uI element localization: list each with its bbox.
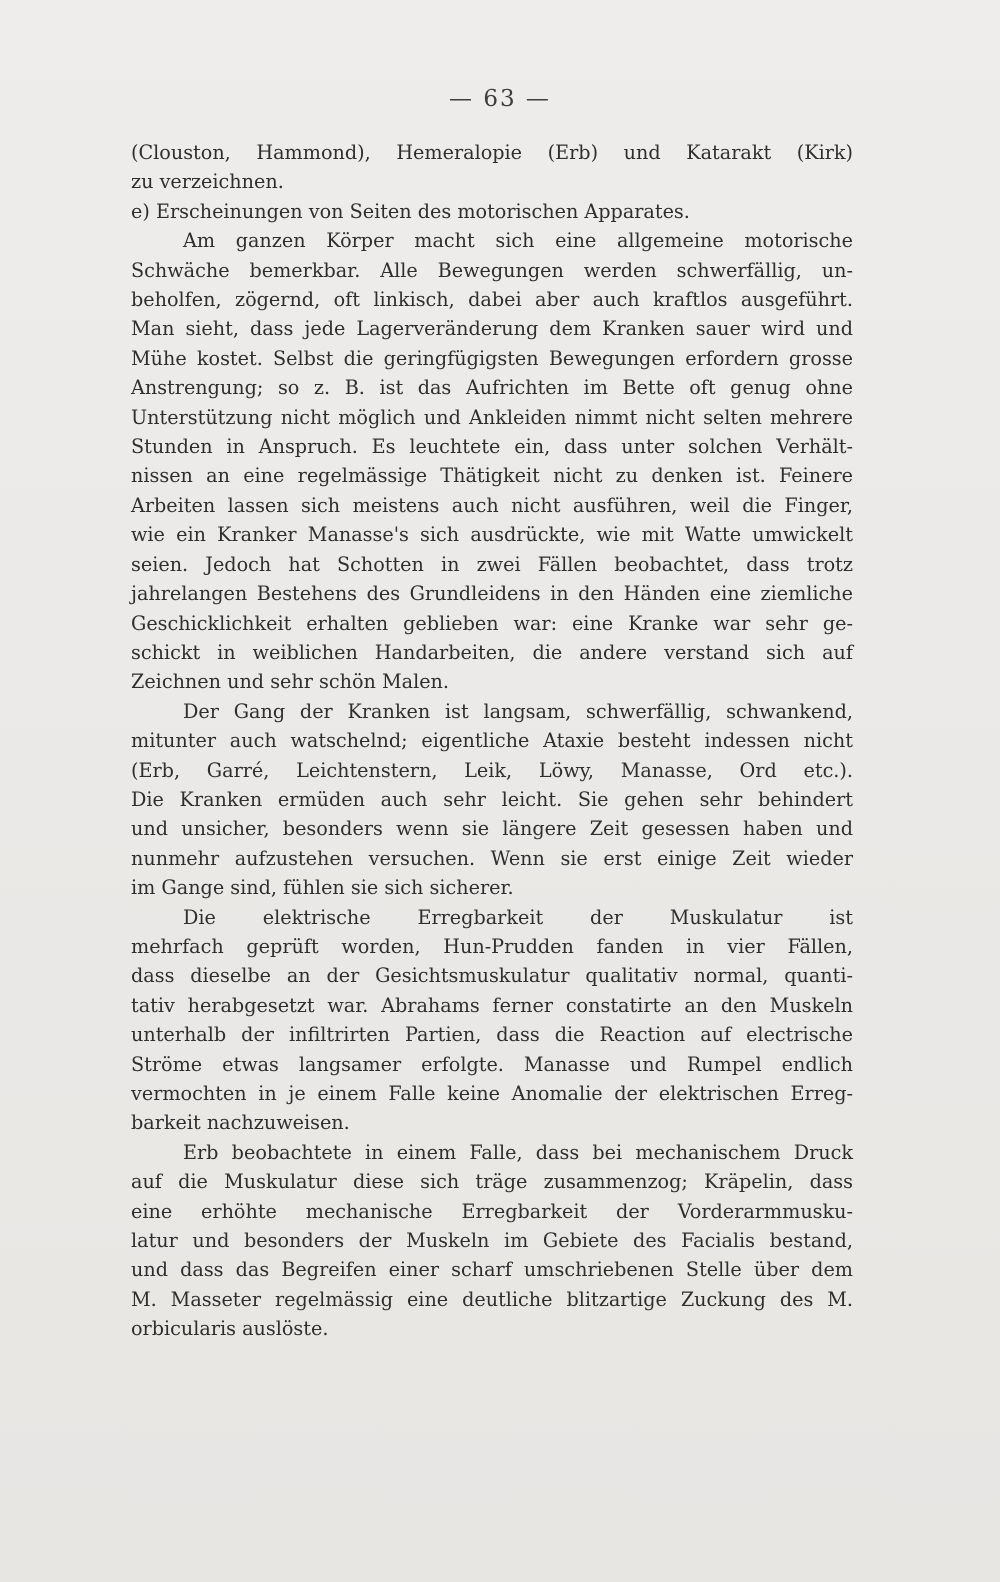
text-line: schickt in weiblichen Handarbeiten, die andere verstand sich auf [131,640,853,664]
text-line: dass dieselbe an der Gesichtsmuskulatur qualitativ normal, quanti- [131,964,853,988]
text-line: tativ herabgesetzt war. Abrahams ferner constatirte an den Muskeln [131,993,853,1017]
text-line: latur und besonders der Muskeln im Gebiete des Facialis bestand, [131,1229,853,1253]
text-line: und unsicher, besonders wenn sie längere Zeit gesessen haben und [131,817,853,841]
text-line: (Clouston, Hammond), Hemeralopie (Erb) und Katarakt (Kirk) [131,141,853,164]
text-line: nissen an eine regelmässige Thätigkeit nicht zu denken ist. Feinere [131,464,853,488]
body-text [131,138,853,1344]
text-line: Die elektrische Erregbarkeit der Muskulatur ist [183,905,853,929]
text-line: barkeit nachzuweisen. [131,1111,350,1135]
text-line: vermochten in je einem Falle keine Anomalie der elektrischen Erreg- [131,1082,853,1105]
text-line: (Erb, Garré, Leichtenstern, Leik, Löwy, Manasse, Ord etc.). [131,758,853,782]
text-line: seien. Jedoch hat Schotten in zwei Fällen beobachtet, dass trotz [131,552,853,576]
text-line: im Gange sind, fühlen sie sich sicherer. [131,876,514,900]
text-line: Arbeiten lassen sich meistens auch nicht ausführen, weil die Finger, [131,493,853,517]
text-line: Ströme etwas langsamer erfolgte. Manasse und Rumpel endlich [131,1052,853,1076]
text-line: zu verzeichnen. [131,170,284,194]
text-line: wie ein Kranker Manasse's sich ausdrückte, wie mit Watte umwickelt [131,523,853,547]
text-line: und dass das Begreifen einer scharf umschriebenen Stelle über dem [131,1258,853,1282]
text-line: Unterstützung nicht möglich und Ankleiden nimmt nicht selten mehrere [131,405,853,429]
text-line: Schwäche bemerkbar. Alle Bewegungen werden schwerfällig, un- [131,258,853,282]
text-line: M. Masseter regelmässig eine deutliche blitzartige Zuckung des M. [131,1287,853,1311]
text-line: Anstrengung; so z. B. ist das Aufrichten im Bette oft genug ohne [131,376,853,400]
text-line: auf die Muskulatur diese sich träge zusammenzog; Kräpelin, dass [131,1170,853,1194]
text-line: Geschicklichkeit erhalten geblieben war: eine Kranke war sehr ge- [131,611,853,635]
text-line: Zeichnen und sehr schön Malen. [131,670,450,694]
text-line: eine erhöhte mechanische Erregbarkeit der Vorderarmmusku- [131,1199,853,1223]
text-line: Man sieht, dass jede Lagerveränderung dem Kranken sauer wird und [131,317,853,341]
text-line: mehrfach geprüft worden, Hun-Prudden fanden in vier Fällen, [131,934,853,958]
text-line: beholfen, zögernd, oft linkisch, dabei aber auch kraftlos ausgeführt. [131,288,853,312]
text-line: orbicularis auslöste. [131,1317,329,1341]
text-line: jahrelangen Bestehens des Grundleidens in den Händen eine ziemliche [131,582,853,606]
text-line: Erb beobachtete in einem Falle, dass bei mechanischem Druck [183,1140,853,1164]
text-line: mitunter auch watschelnd; eigentliche Ataxie besteht indessen nicht [131,729,853,753]
text-line: Mühe kostet. Selbst die geringfügigsten Bewegungen erfordern grosse [131,346,853,370]
text-line: unterhalb der infiltrirten Partien, dass die Reaction auf electrische [131,1023,853,1047]
text-line: Der Gang der Kranken ist langsam, schwerfällig, schwankend, [183,699,853,723]
text-line: nunmehr aufzustehen versuchen. Wenn sie erst einige Zeit wieder [131,846,853,870]
section-heading: e) Erscheinungen von Seiten des motorischen Apparates. [131,199,690,223]
page-number: — 63 — [449,86,551,112]
text-line: Die Kranken ermüden auch sehr leicht. Sie gehen sehr behindert [131,787,853,811]
text-line: Stunden in Anspruch. Es leuchtete ein, dass unter solchen Verhält- [131,435,853,459]
text-line: Am ganzen Körper macht sich eine allgemeine motorische [183,229,853,253]
